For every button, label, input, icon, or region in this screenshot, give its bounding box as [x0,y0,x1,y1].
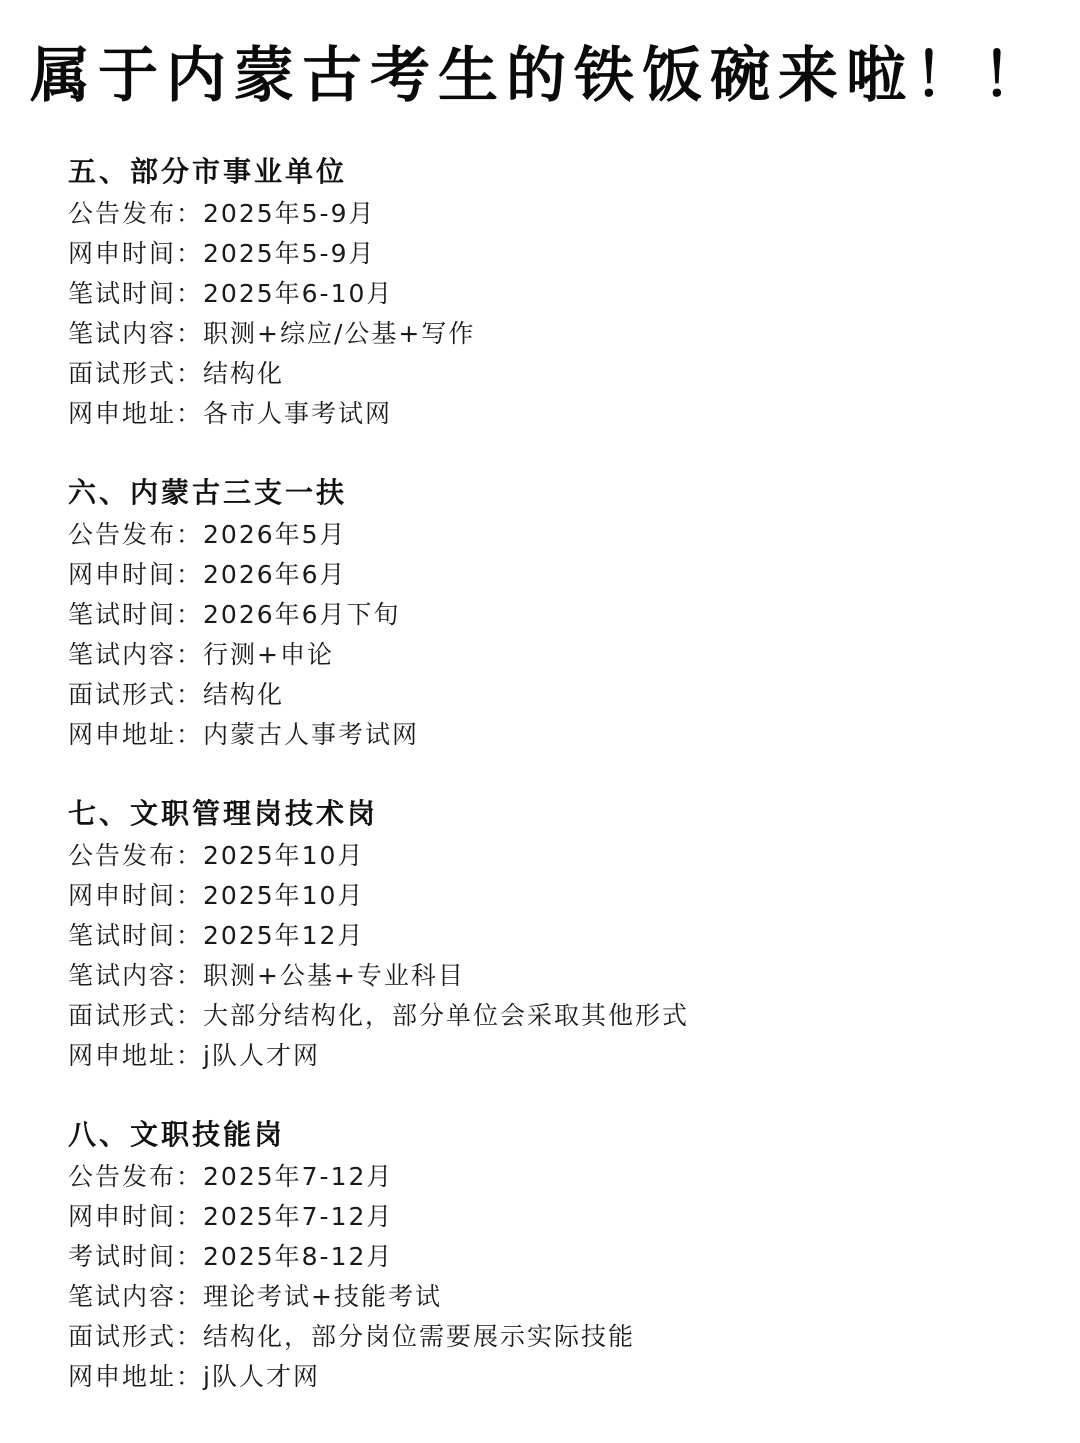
row-value: 2025年5-9月 [203,199,376,228]
row-value: 内蒙古人事考试网 [203,720,420,749]
row-value: 2025年5-9月 [203,239,376,268]
info-row [68,876,1028,916]
row-value: 2025年7-12月 [203,1162,394,1191]
row-separator: ： [176,1202,204,1231]
row-value: 结构化 [203,359,285,388]
info-row [68,314,1028,354]
info-row [68,1277,1028,1317]
row-separator: ： [176,520,204,549]
info-row [68,1317,1028,1357]
section-wu [68,152,1028,434]
section-heading: 七、文职管理岗技术岗 [68,797,379,830]
row-separator: ： [176,1362,204,1391]
info-row [68,675,1028,715]
row-separator: ： [176,680,204,709]
row-value: 2025年6-10月 [203,279,394,308]
row-separator: ： [176,1041,204,1070]
row-separator: ： [176,199,204,228]
row-value: 行测+申论 [203,640,334,669]
section-heading: 五、部分市事业单位 [68,155,348,188]
info-row [68,635,1028,675]
info-row [68,515,1028,555]
row-separator: ： [176,359,204,388]
info-row [68,1357,1028,1397]
row-value: j队人才网 [203,1041,320,1070]
info-row [68,394,1028,434]
row-value: 各市人事考试网 [203,399,393,428]
info-row [68,956,1028,996]
section-heading: 八、文职技能岗 [68,1118,286,1151]
row-label: 公告发布 [68,199,177,228]
row-label: 笔试时间 [68,600,177,629]
section-qi [68,794,1028,1076]
info-row [68,1237,1028,1277]
row-separator: ： [176,239,204,268]
info-row [68,1157,1028,1197]
row-label: 面试形式 [68,359,177,388]
row-value: 2026年5月 [203,520,347,549]
row-label: 网申地址 [68,1362,177,1391]
row-label: 面试形式 [68,1322,177,1351]
row-separator: ： [176,640,204,669]
row-separator: ： [176,1162,204,1191]
row-label: 面试形式 [68,680,177,709]
row-label: 公告发布 [68,520,177,549]
row-value: 2026年6月 [203,560,347,589]
row-label: 公告发布 [68,841,177,870]
row-separator: ： [176,279,204,308]
row-separator: ： [176,1242,204,1271]
row-value: 2025年10月 [203,881,365,910]
row-label: 笔试时间 [68,279,177,308]
row-separator: ： [176,961,204,990]
row-separator: ： [176,600,204,629]
row-separator: ： [176,399,204,428]
row-label: 网申时间 [68,1202,177,1231]
row-separator: ： [176,881,204,910]
info-row [68,274,1028,314]
section-heading: 六、内蒙古三支一扶 [68,476,348,509]
row-value: 2025年10月 [203,841,365,870]
row-separator: ： [176,841,204,870]
row-label: 笔试内容 [68,961,177,990]
row-value: 2026年6月下旬 [203,600,401,629]
row-label: 考试时间 [68,1242,177,1271]
info-row [68,715,1028,755]
row-separator: ： [176,319,204,348]
section-ba [68,1115,1028,1397]
row-value: 结构化 [203,680,285,709]
row-value: 理论考试+技能考试 [203,1282,442,1311]
row-value: 2025年8-12月 [203,1242,394,1271]
info-row [68,595,1028,635]
info-row [68,996,1028,1036]
row-label: 网申地址 [68,1041,177,1070]
row-label: 笔试内容 [68,319,177,348]
row-separator: ： [176,720,204,749]
row-label: 网申时间 [68,560,177,589]
page-title: 属于内蒙古考生的铁饭碗来啦！！ [30,41,1050,111]
info-row [68,555,1028,595]
row-label: 网申时间 [68,881,177,910]
row-label: 面试形式 [68,1001,177,1030]
row-value: 2025年12月 [203,921,365,950]
row-value: 2025年7-12月 [203,1202,394,1231]
row-label: 公告发布 [68,1162,177,1191]
info-row [68,1197,1028,1237]
row-value: j队人才网 [203,1362,320,1391]
info-row [68,194,1028,234]
row-separator: ： [176,921,204,950]
info-row [68,836,1028,876]
row-label: 网申时间 [68,239,177,268]
info-row [68,1036,1028,1076]
info-row [68,354,1028,394]
row-value: 大部分结构化，部分单位会采取其他形式 [203,1001,690,1030]
row-value: 职测+综应/公基+写作 [203,319,476,348]
row-value: 结构化，部分岗位需要展示实际技能 [203,1322,636,1351]
info-row [68,916,1028,956]
row-label: 笔试时间 [68,921,177,950]
row-label: 笔试内容 [68,1282,177,1311]
section-liu [68,473,1028,755]
row-separator: ： [176,1282,204,1311]
row-label: 网申地址 [68,720,177,749]
row-separator: ： [176,1001,204,1030]
row-label: 网申地址 [68,399,177,428]
row-value: 职测+公基+专业科目 [203,961,465,990]
info-row [68,234,1028,274]
row-label: 笔试内容 [68,640,177,669]
row-separator: ： [176,1322,204,1351]
row-separator: ： [176,560,204,589]
